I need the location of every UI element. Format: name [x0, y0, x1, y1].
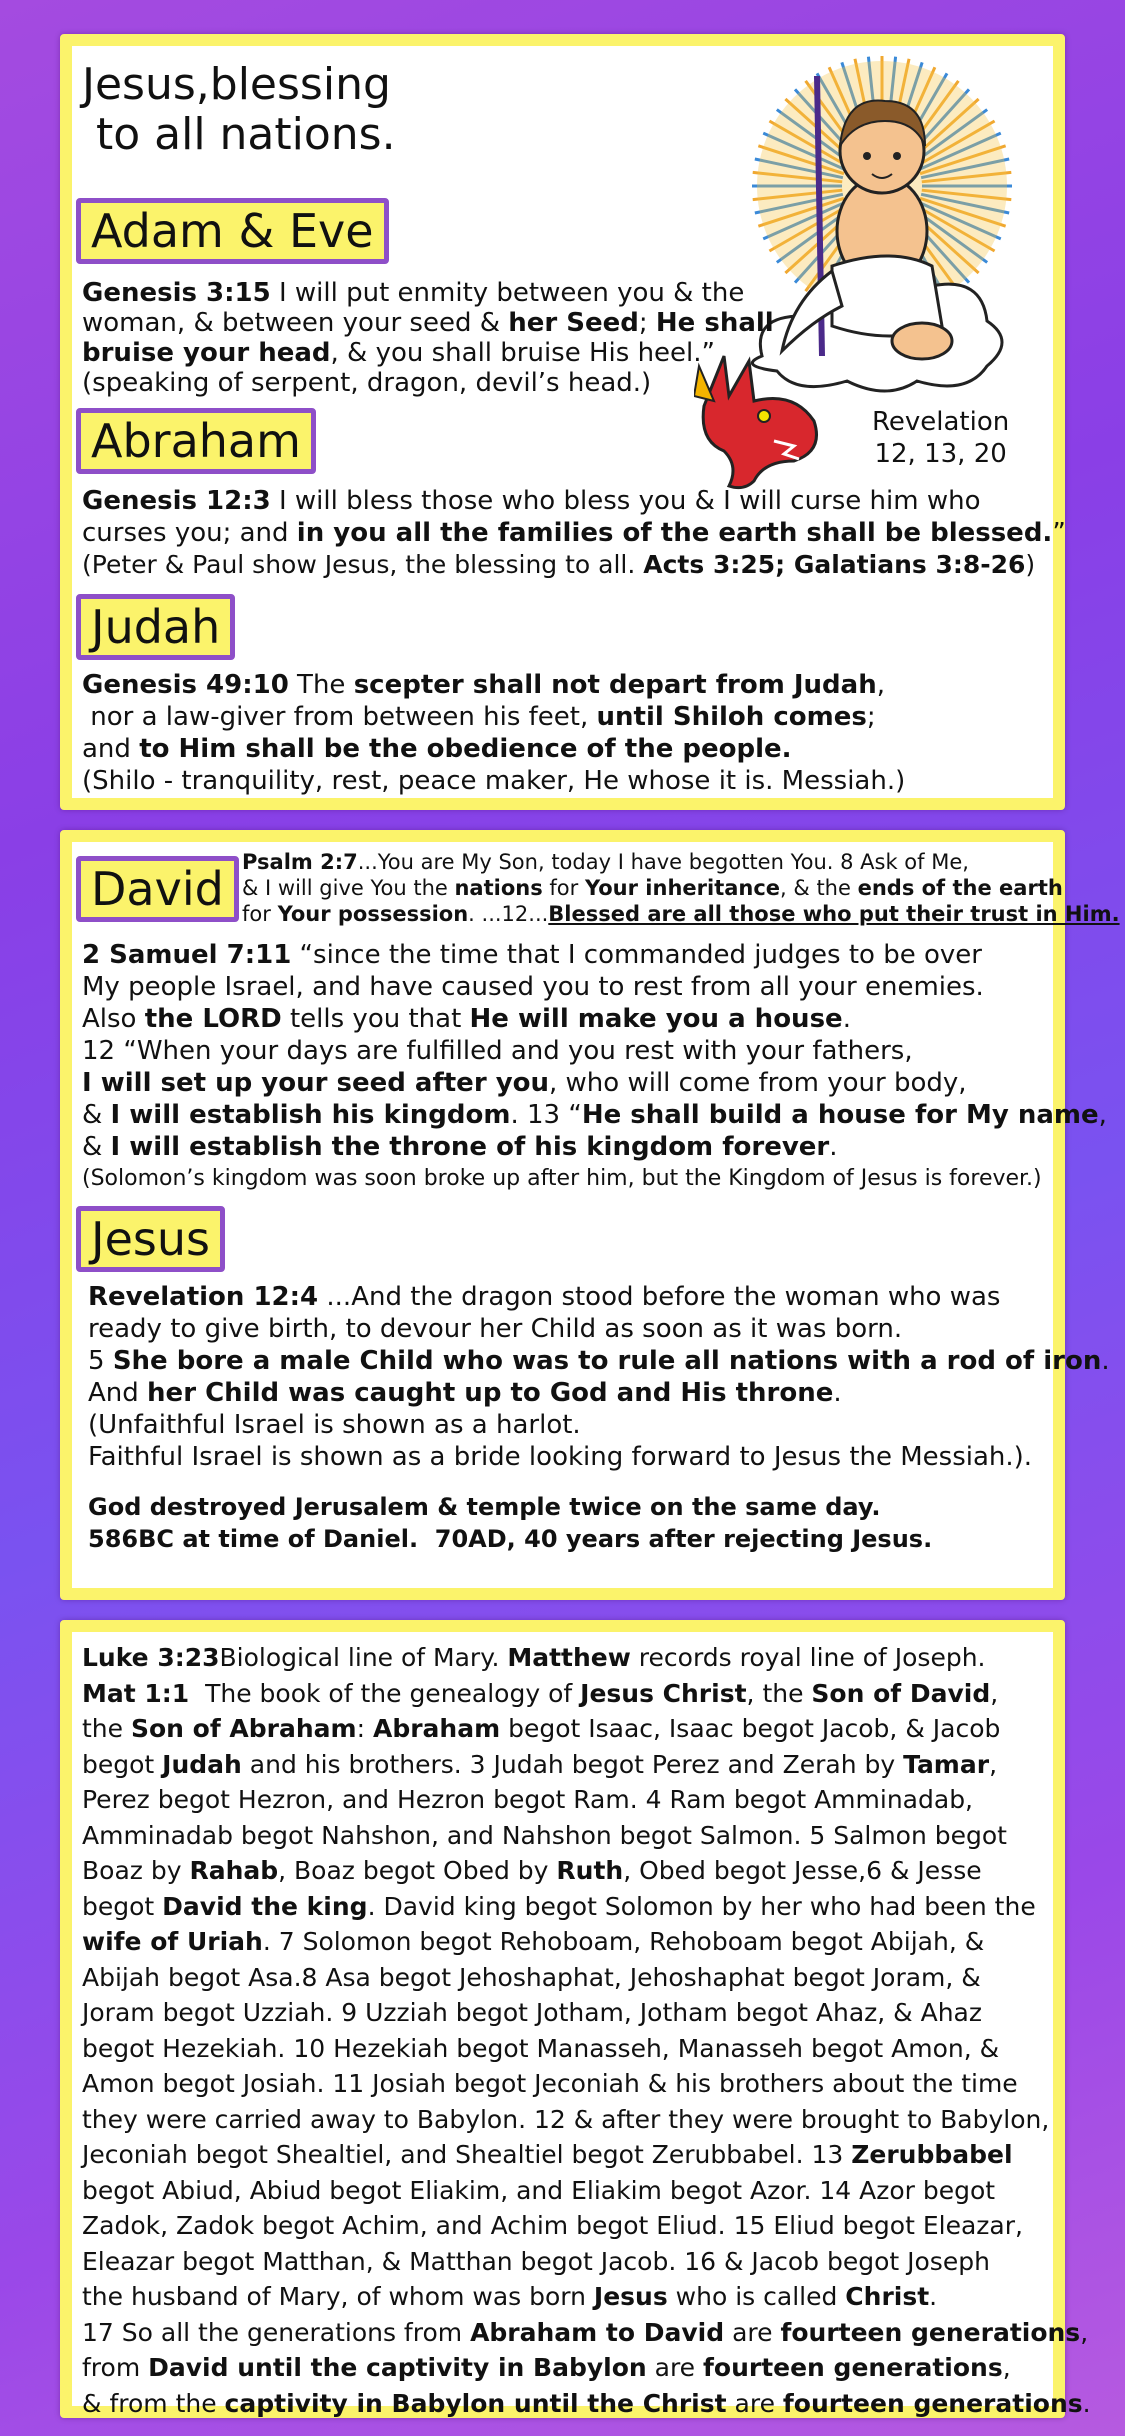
- judah-line-4: (Shilo - tranquility, rest, peace maker, He whose it is. Messiah.): [82, 766, 906, 796]
- genealogy-segment: Abraham: [372, 1714, 501, 1743]
- jerusalem-line-2: 586BC at time of Daniel. 70AD, 40 years after rejecting Jesus.: [88, 1525, 933, 1553]
- genealogy-segment: Tamar: [903, 1749, 990, 1779]
- abraham-line-3: (Peter & Paul show Jesus, the blessing to all. Acts 3:25; Galatians 3:8-26): [82, 550, 1036, 579]
- panel-david-jesus: [60, 830, 1120, 1600]
- genealogy-segment: ,: [1002, 2353, 1011, 2382]
- psalm-line-2: & I will give You the nations for Your inheritance, & the ends of the earth: [242, 876, 1063, 900]
- samuel-line-5: I will set up your seed after you, who will come from your body,: [82, 1068, 967, 1098]
- genealogy-segment: .: [1082, 2388, 1091, 2418]
- revelation-caption: Revelation 12, 13, 20: [872, 407, 1010, 469]
- judah-line-2: nor a law-giver from between his feet, until Shiloh comes;: [82, 702, 876, 732]
- abraham-line-2: curses you; and in you all the families of the earth shall be blessed.”: [82, 518, 1066, 548]
- genealogy-text: [82, 1640, 1091, 2421]
- genealogy-segment: Jeconiah begot Shealtiel, and Shealtiel begot Zerubbabel. 13: [82, 2140, 852, 2169]
- rev-line-4: And her Child was caught up to God and His throne.: [88, 1378, 842, 1408]
- genealogy-line: [82, 1747, 1091, 1783]
- genealogy-segment: Joram begot Uzziah. 9 Uzziah begot Jotham, Jotham begot Ahaz, & Ahaz: [82, 1998, 982, 2027]
- genealogy-segment: wife of Uriah: [82, 1927, 263, 1956]
- genealogy-segment: Biological line of Mary.: [219, 1643, 508, 1672]
- genealogy-line: [82, 2244, 1091, 2280]
- genealogy-segment: Rahab: [189, 1856, 279, 1885]
- genealogy-segment: from: [82, 2353, 149, 2382]
- genealogy-segment: Abraham to David: [470, 2317, 725, 2347]
- genealogy-segment: records royal line of Joseph.: [630, 1643, 986, 1672]
- genealogy-segment: begot Hezekiah. 10 Hezekiah begot Manasseh, Manasseh begot Amon, &: [82, 2033, 1000, 2063]
- judah-line-3: and to Him shall be the obedience of the people.: [82, 734, 792, 764]
- genealogy-line: [82, 1711, 1091, 1747]
- samuel-line-8: (Solomon’s kingdom was soon broke up after him, but the Kingdom of Jesus is forever.): [82, 1166, 1042, 1191]
- heading-jesus: Jesus: [76, 1206, 225, 1272]
- genealogy-line: [82, 2208, 1091, 2244]
- adam-line-4: (speaking of serpent, dragon, devil’s head.): [82, 368, 652, 398]
- genealogy-segment: fourteen generations: [782, 2388, 1083, 2418]
- panel-adam-abraham-judah: [60, 34, 1065, 810]
- genealogy-segment: Abijah begot Asa.8 Asa begot Jehoshaphat, Jehoshaphat begot Joram, &: [82, 1962, 981, 1992]
- genealogy-segment: Boaz by: [82, 1856, 190, 1885]
- genealogy-segment: the husband of Mary, of whom was born: [82, 2282, 594, 2311]
- genealogy-line: [82, 1782, 1091, 1818]
- genealogy-segment: begot: [82, 1749, 163, 1779]
- genealogy-segment: Eleazar begot Matthan, & Matthan begot Jacob. 16 & Jacob begot Joseph: [82, 2246, 990, 2276]
- adam-line-2: woman, & between your seed & her Seed; He shall: [82, 308, 774, 338]
- genealogy-line: [82, 2350, 1091, 2386]
- genealogy-line: [82, 1995, 1091, 2031]
- jerusalem-line-1: God destroyed Jerusalem & temple twice on the same day.: [88, 1493, 881, 1521]
- genealogy-segment: 17 So all the generations from: [82, 2317, 471, 2347]
- genealogy-line: [82, 2279, 1091, 2315]
- genealogy-segment: ,: [989, 1749, 998, 1779]
- genealogy-line: [82, 1640, 1091, 1676]
- genealogy-line: [82, 1960, 1091, 1996]
- genealogy-segment: Amminadab begot Nahshon, and Nahshon begot Salmon. 5 Salmon begot: [82, 1820, 1007, 1850]
- page-title: Jesus,blessing to all nations.: [82, 59, 396, 160]
- genealogy-segment: begot Isaac, Isaac begot Jacob, & Jacob: [500, 1714, 1001, 1743]
- samuel-line-3: Also the LORD tells you that He will make you a house.: [82, 1004, 851, 1034]
- red-dragon-illustration: [694, 346, 824, 496]
- heading-adam-eve: Adam & Eve: [76, 198, 389, 264]
- genealogy-segment: & from the: [82, 2388, 225, 2418]
- judah-line-1: Genesis 49:10 The scepter shall not depart from Judah,: [82, 670, 885, 700]
- psalm-line-1: Psalm 2:7...You are My Son, today I have begotten You. 8 Ask of Me,: [242, 850, 969, 874]
- genealogy-segment: , Boaz begot Obed by: [278, 1856, 557, 1885]
- genealogy-segment: The book of the genealogy of: [189, 1678, 581, 1708]
- genealogy-segment: Amon begot Josiah. 11 Josiah begot Jeconiah & his brothers about the time: [82, 2069, 1018, 2098]
- heading-judah: Judah: [76, 594, 235, 660]
- rev-line-6: Faithful Israel is shown as a bride looking forward to Jesus the Messiah.).: [88, 1442, 1033, 1472]
- rev-line-5: (Unfaithful Israel is shown as a harlot.: [88, 1410, 581, 1440]
- samuel-line-1: 2 Samuel 7:11 “since the time that I commanded judges to be over: [82, 940, 982, 970]
- genealogy-segment: Perez begot Hezron, and Hezron begot Ram. 4 Ram begot Amminadab,: [82, 1785, 974, 1814]
- rev-line-2: ready to give birth, to devour her Child as soon as it was born.: [88, 1314, 903, 1344]
- genealogy-segment: Zerubbabel: [851, 2140, 1013, 2169]
- genealogy-line: [82, 1676, 1091, 1712]
- genealogy-segment: captivity in Babylon until the Christ: [224, 2388, 727, 2418]
- genealogy-segment: ,: [1080, 2317, 1089, 2347]
- genealogy-segment: Zadok, Zadok begot Achim, and Achim begot Eliud. 15 Eliud begot Eleazar,: [82, 2211, 1023, 2240]
- rev-line-3: 5 She bore a male Child who was to rule all nations with a rod of iron.: [88, 1346, 1110, 1376]
- genealogy-segment: Jesus: [593, 2282, 668, 2311]
- adam-line-3: bruise your head, & you shall bruise His heel.”: [82, 338, 716, 368]
- genealogy-segment: Son of David: [811, 1678, 991, 1708]
- samuel-line-4: 12 “When your days are fulfilled and you rest with your fathers,: [82, 1036, 913, 1066]
- genealogy-line: [82, 1818, 1091, 1854]
- samuel-line-7: & I will establish the throne of his kingdom forever.: [82, 1132, 838, 1162]
- genealogy-segment: and his brothers. 3 Judah begot Perez and Zerah by: [241, 1749, 904, 1779]
- genealogy-segment: Jesus Christ: [580, 1678, 747, 1708]
- genealogy-segment: .: [929, 2282, 938, 2311]
- genealogy-segment: David the king: [162, 1891, 368, 1921]
- genealogy-line: [82, 1889, 1091, 1925]
- genealogy-line: [82, 2315, 1091, 2351]
- rev-line-1: Revelation 12:4 ...And the dragon stood before the woman who was: [88, 1282, 1001, 1312]
- genealogy-segment: fourteen generations: [703, 2353, 1003, 2382]
- genealogy-segment: begot Abiud, Abiud begot Eliakim, and Eliakim begot Azor. 14 Azor begot: [82, 2175, 996, 2205]
- genealogy-segment: ,: [990, 1678, 999, 1708]
- heading-abraham: Abraham: [76, 408, 316, 474]
- genealogy-segment: . David king begot Solomon by her who had been the: [367, 1891, 1036, 1921]
- genealogy-line: [82, 1853, 1091, 1889]
- genealogy-segment: they were carried away to Babylon. 12 & after they were brought to Babylon,: [82, 2104, 1050, 2134]
- genealogy-line: [82, 2031, 1091, 2067]
- genealogy-segment: begot: [82, 1891, 163, 1921]
- genealogy-segment: are: [726, 2388, 783, 2418]
- genealogy-segment: Matthew: [507, 1643, 631, 1672]
- genealogy-line: [82, 2173, 1091, 2209]
- genealogy-segment: , the: [746, 1678, 812, 1708]
- abraham-line-1: Genesis 12:3 I will bless those who bless you & I will curse him who: [82, 486, 981, 516]
- heading-david: David: [76, 856, 239, 922]
- genealogy-segment: the: [82, 1714, 131, 1743]
- genealogy-segment: , Obed begot Jesse,6 & Jesse: [623, 1856, 982, 1885]
- genealogy-segment: who is called: [667, 2282, 846, 2311]
- genealogy-segment: are: [724, 2317, 781, 2347]
- psalm-line-3: for Your possession. ...12...Blessed are all those who put their trust in Him.: [242, 902, 1120, 926]
- samuel-line-6: & I will establish his kingdom. 13 “He shall build a house for My name,: [82, 1100, 1107, 1130]
- genealogy-segment: :: [356, 1714, 373, 1743]
- panel-genealogy: [60, 1620, 1091, 2418]
- genealogy-line: [82, 1924, 1091, 1960]
- adam-line-1: Genesis 3:15 I will put enmity between you & the: [82, 278, 745, 308]
- genealogy-segment: Luke 3:23: [82, 1643, 220, 1672]
- genealogy-line: [82, 2386, 1091, 2422]
- genealogy-segment: David until the captivity in Babylon: [148, 2353, 647, 2382]
- genealogy-segment: . 7 Solomon begot Rehoboam, Rehoboam begot Abijah, &: [262, 1927, 985, 1956]
- samuel-line-2: My people Israel, and have caused you to rest from all your enemies.: [82, 972, 984, 1002]
- genealogy-line: [82, 2102, 1091, 2138]
- genealogy-segment: Judah: [162, 1749, 242, 1779]
- genealogy-line: [82, 2066, 1091, 2102]
- genealogy-segment: are: [646, 2353, 704, 2382]
- genealogy-segment: Christ: [845, 2282, 930, 2311]
- genealogy-segment: Son of Abraham: [130, 1714, 357, 1743]
- genealogy-segment: Mat 1:1: [82, 1678, 190, 1708]
- genealogy-line: [82, 2137, 1091, 2173]
- genealogy-segment: fourteen generations: [780, 2317, 1081, 2347]
- genealogy-segment: Ruth: [556, 1856, 624, 1885]
